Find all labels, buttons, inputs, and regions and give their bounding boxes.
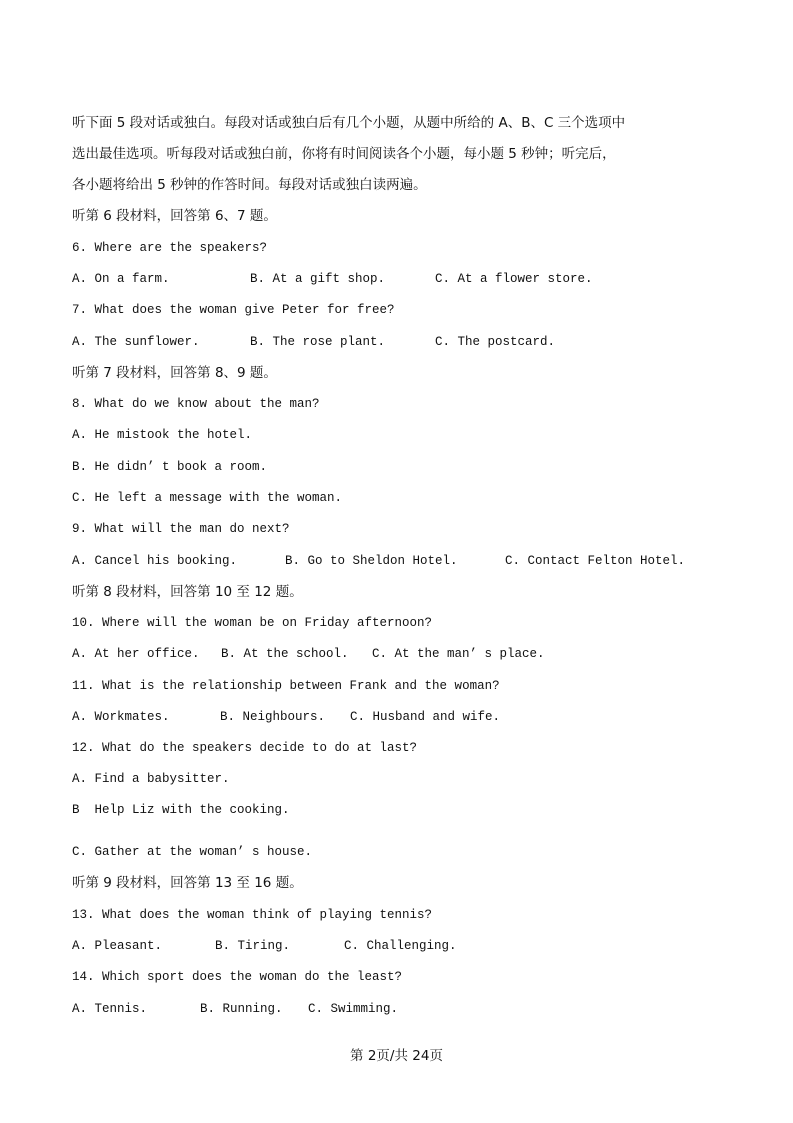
question-13-option-a: A. Pleasant. [72,939,163,953]
question-10-option-c: C. At the man’ s place. [372,647,545,661]
question-10-option-a: A. At her office. [72,647,200,661]
question-13-option-c: C. Challenging. [344,939,457,953]
question-6: 6. Where are the speakers? [72,241,268,255]
question-6-option-a: A. On a farm. [72,272,170,286]
question-7-option-b: B. The rose plant. [250,335,386,349]
question-14-option-b: B. Running. [200,1002,283,1016]
question-11-option-c: C. Husband and wife. [350,710,501,724]
question-12: 12. What do the speakers decide to do at last? [72,741,418,755]
question-14-option-a: A. Tennis. [72,1002,148,1016]
section-heading-8: 听第 8 段材料，回答第 10 至 12 题。 [72,584,303,600]
instruction-line: 听下面 5 段对话或独白。每段对话或独白后有几个小题，从题中所给的 A、B、C 三个选项中 [72,115,626,131]
question-10-option-b: B. At the school. [221,647,349,661]
question-11-option-a: A. Workmates. [72,710,170,724]
section-heading-9: 听第 9 段材料，回答第 13 至 16 题。 [72,875,303,891]
question-11: 11. What is the relationship between Frank and the woman? [72,679,500,693]
question-14-option-c: C. Swimming. [308,1002,399,1016]
question-8-option-c: C. He left a message with the woman. [72,491,343,505]
instruction-line: 各小题将给出 5 秒钟的作答时间。每段对话或独白读两遍。 [72,177,427,193]
question-10: 10. Where will the woman be on Friday afternoon? [72,616,433,630]
question-13: 13. What does the woman think of playing tennis? [72,908,433,922]
question-12-option-b: B Help Liz with the cooking. [72,803,290,817]
question-6-option-c: C. At a flower store. [435,272,593,286]
question-7-option-a: A. The sunflower. [72,335,200,349]
question-14: 14. Which sport does the woman do the least? [72,970,403,984]
question-9-option-a: A. Cancel his booking. [72,554,238,568]
page-footer: 第 2页/共 24页 [350,1048,443,1064]
question-7-option-c: C. The postcard. [435,335,556,349]
question-13-option-b: B. Tiring. [215,939,291,953]
question-11-option-b: B. Neighbours. [220,710,326,724]
question-8-option-b: B. He didn’ t book a room. [72,460,268,474]
question-8: 8. What do we know about the man? [72,397,320,411]
question-9-option-c: C. Contact Felton Hotel. [505,554,686,568]
instruction-line: 选出最佳选项。听每段对话或独白前，你将有时间阅读各个小题，每小题 5 秒钟；听完后， [72,146,616,162]
section-heading-6: 听第 6 段材料，回答第 6、7 题。 [72,208,277,224]
question-8-option-a: A. He mistook the hotel. [72,428,253,442]
question-7: 7. What does the woman give Peter for free? [72,303,395,317]
question-12-option-c: C. Gather at the woman’ s house. [72,845,313,859]
question-12-option-a: A. Find a babysitter. [72,772,230,786]
question-9: 9. What will the man do next? [72,522,290,536]
question-6-option-b: B. At a gift shop. [250,272,386,286]
question-9-option-b: B. Go to Sheldon Hotel. [285,554,458,568]
section-heading-7: 听第 7 段材料，回答第 8、9 题。 [72,365,277,381]
